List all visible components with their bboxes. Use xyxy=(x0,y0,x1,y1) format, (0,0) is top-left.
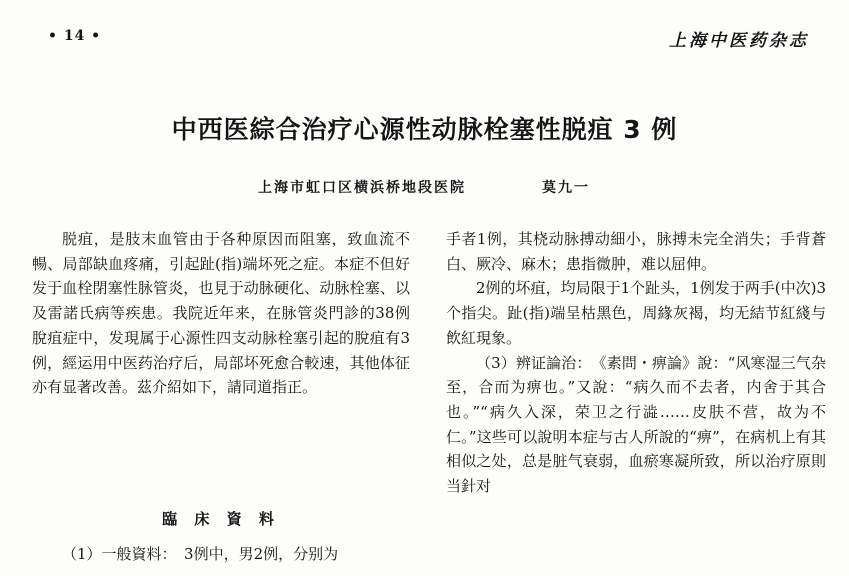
general-data-paragraph: （1）一般資料： 3例中，男2例，分别为 xyxy=(62,545,339,563)
left-column-continued xyxy=(32,542,410,567)
right-paragraph-1: 手者1例，其桡动脉搏动細小，脉搏未完全消失；手背蒼白、厥冷、麻木；患指微肿，难以屈伸。 xyxy=(446,230,826,273)
author-name: 莫九一 xyxy=(542,180,590,196)
intro-paragraph: 脱疽，是肢末血管由于各种原因而阻塞，致血流不暢、局部缺血疼痛，引起趾(指)端坏死之症。本症不但好发于血栓閉塞性脉管炎，也見于动脉硬化、动脉栓塞、以及雷諾氏病等疾患。我院近年来，在脉管炎門診的38例脫疽症中，发現属于心源性四支动脉栓塞引起的脫疽有3例，經运用中医药治疗后，局部坏死愈合較速，其他体征亦有显著改善。茲介紹如下，請同道指正。 xyxy=(32,230,410,397)
right-column xyxy=(446,227,826,499)
page-number: • 14 • xyxy=(48,28,102,44)
right-paragraph-3: （3）辨证論治： 《素問・痹論》說：“风寒湿三气杂至，合而为痹也。”又說：“病久而不去者，内舍于其合也。”“病久入深，荣卫之行澁……皮肤不营，故为不仁。”这些可以說明本症与古人所說的“痹”，在病机上有其相似之处，总是脏气衰弱，血瘀寒凝所致，所以治疗原則当針对 xyxy=(446,353,826,496)
journal-name: 上海中医药杂志 xyxy=(669,31,809,51)
article-title: 中西医綜合治疗心源性动脉栓塞性脱疽 3 例 xyxy=(171,115,678,144)
section-heading-clinical-data: 臨 床 資 料 xyxy=(162,510,280,528)
author-affiliation: 上海市虹口区横浜桥地段医院 xyxy=(258,180,466,196)
right-paragraph-2: 2例的坏疽，均局限于1个趾头，1例发于两手(中次)3个指尖。趾(指)端呈枯黑色，周緣灰褐，均无結节紅綫与飲紅現象。 xyxy=(446,279,826,347)
left-column xyxy=(32,227,410,400)
